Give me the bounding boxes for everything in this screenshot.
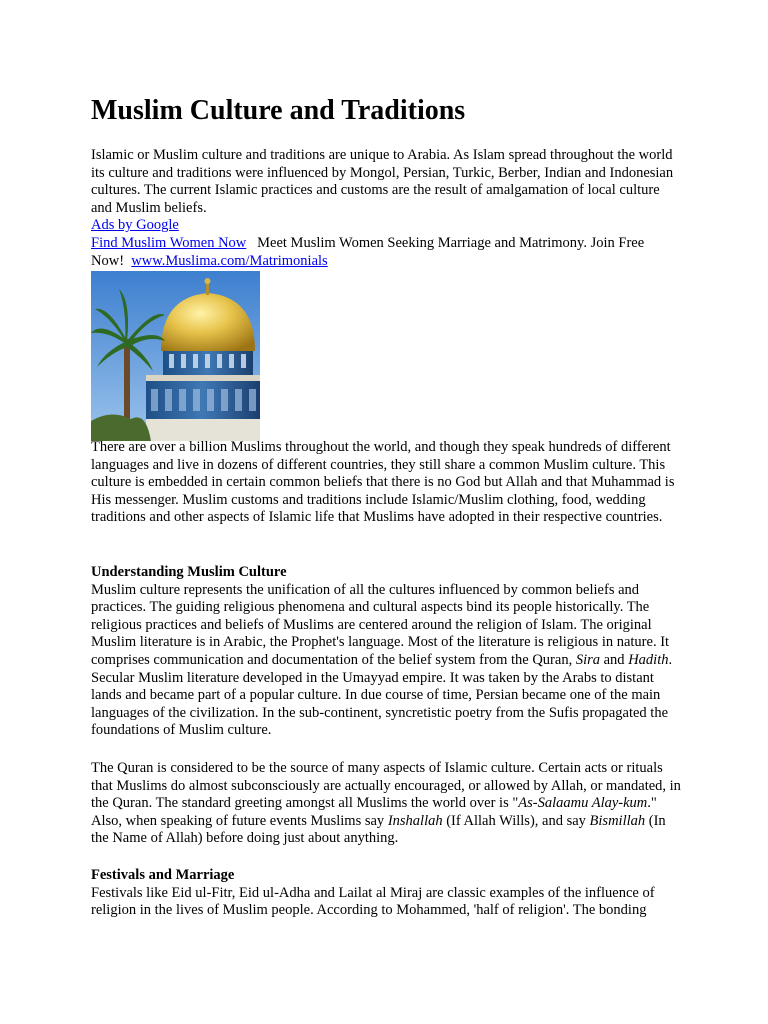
ad-title-link[interactable]: Find Muslim Women Now <box>91 234 247 251</box>
page-title: Muslim Culture and Traditions <box>91 95 466 126</box>
understanding-section <box>91 564 681 740</box>
intro-paragraph: Islamic or Muslim culture and traditions are unique to Arabia. As Islam spread throughout the world its culture and traditions were influenced by Mongol, Persian, Turkic, Berber, Indian and Indonesian cultures. The current Islamic practices and customs are the result of amalgamation of local culture and Muslim beliefs. <box>91 147 674 216</box>
understanding-heading: Understanding Muslim Culture <box>91 564 287 580</box>
festivals-paragraph: Festivals like Eid ul-Fitr, Eid ul-Adha and Lailat al Miraj are classic examples of the influence of religion in the lives of Muslim people. According to Mohammed, 'half of religion'. The bonding <box>91 884 655 919</box>
overview-block <box>91 439 681 527</box>
festivals-heading: Festivals and Marriage <box>91 867 235 883</box>
ad-url-link[interactable]: www.Muslima.com/Matrimonials <box>131 252 328 269</box>
festivals-section <box>91 867 681 920</box>
understanding-paragraph-2: The Quran is considered to be the source of many aspects of Islamic culture. Certain acts or rituals that Muslims do almost subconsciously are actually encouraged, or allowed by Allah, or mandated, in the Quran. The standard greeting amongst all Muslims the world over is "As-Salaamu Alay-kum." Also, when speaking of future events Muslims say Inshallah (If Allah Wills), and say Bismillah (In the Name of Allah) before doing just about anything. <box>91 760 681 847</box>
dome-of-the-rock-image <box>91 271 260 441</box>
understanding-paragraph-1: Muslim culture represents the unification of all the cultures influenced by common beliefs and practices. The guiding religious phenomena and cultural aspects bind its people historically. The religious practices and beliefs of Muslims are centered around the religion of Islam. The original Muslim literature is in Arabic, the Prophet's language. Most of the literature is religious in nature. It comprises communication and documentation of the belief system from the Quran, Sira and Hadith. Secular Muslim literature developed in the Umayyad empire. It was taken by the Arabs to distant lands and became part of a popular culture. In due course of time, Persian became one of the main languages of the civilization. In the sub-continent, syncretistic poetry from the Sufis propagated the foundations of Muslim culture. <box>91 581 673 739</box>
intro-block <box>91 147 681 270</box>
ads-by-google-link[interactable]: Ads by Google <box>91 217 179 234</box>
ad-description: Meet Muslim Women Seeking Marriage and Matrimony. Join Free Now! <box>91 234 645 269</box>
dome-of-the-rock-photo <box>91 271 260 441</box>
ad-unit <box>91 235 681 270</box>
quran-section <box>91 760 681 848</box>
billion-paragraph: There are over a billion Muslims throughout the world, and though they speak hundreds of different languages and live in dozens of different countries, they still share a common Muslim culture. This culture is embedded in certain common beliefs that there is no God but Allah and that Muhammad is His messenger. Muslim customs and traditions include Islamic/Muslim clothing, food, wedding traditions and other aspects of Islamic life that Muslims have adopted in their respective countries. <box>91 439 675 526</box>
